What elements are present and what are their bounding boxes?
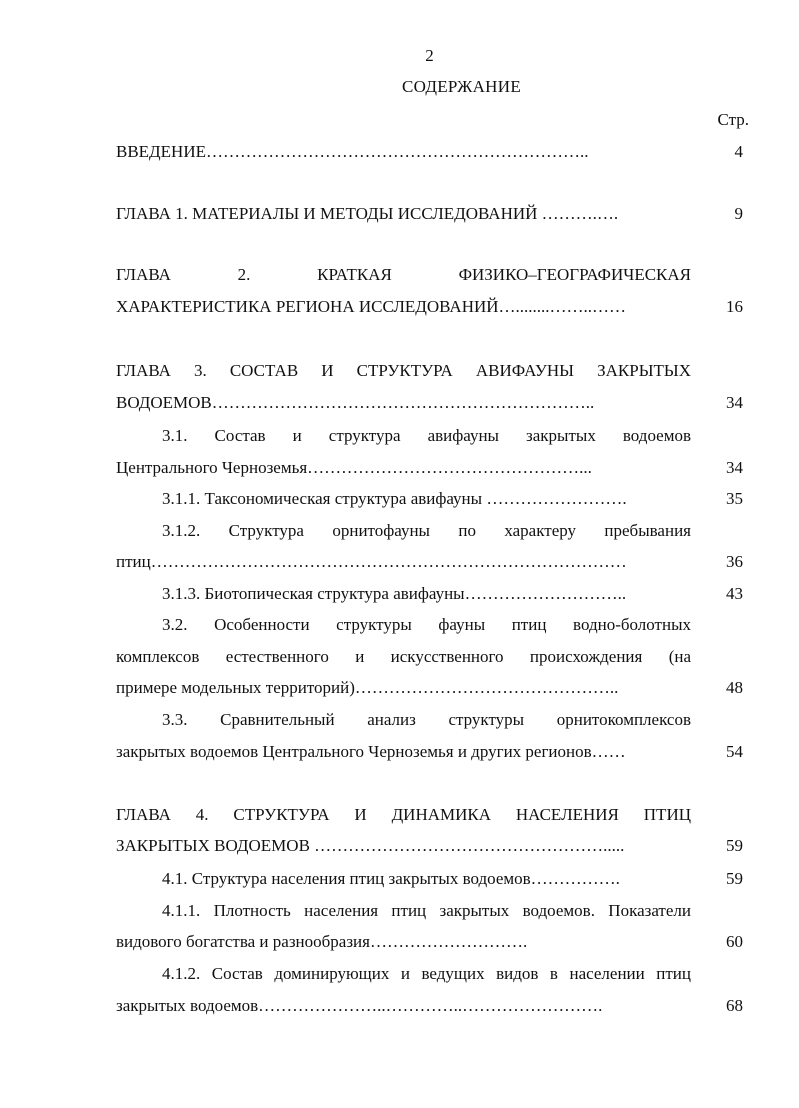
toc-entry-text: ГЛАВА 2. КРАТКАЯ ФИЗИКО–ГЕОГРАФИЧЕСКАЯ xyxy=(116,265,691,284)
toc-page-number: 54 xyxy=(726,741,743,761)
toc-entry-section-3-2 xyxy=(116,609,691,704)
toc-entry-text: 4.1.2. Состав доминирующих и ведущих видов в населении птиц xyxy=(162,964,691,983)
toc-entry-section-3-1-1 xyxy=(116,483,691,515)
toc-entry-text: закрытых водоемов…………………..…………..……………………. xyxy=(116,995,603,1015)
toc-page-number: 9 xyxy=(734,204,743,223)
toc-entry-text: видового богатства и разнообразия………………………. xyxy=(116,932,528,951)
toc-entry-text: птиц………………………………………………………………………… xyxy=(116,552,627,571)
page-title: СОДЕРЖАНИЕ xyxy=(401,77,522,96)
toc-entry-text: 3.2. Особенности структуры фауны птиц водно-болотных xyxy=(162,615,691,634)
toc-entry-text: ГЛАВА 4. СТРУКТУРА И ДИНАМИКА НАСЕЛЕНИЯ ПТИЦ xyxy=(116,804,691,824)
page-number: 2 xyxy=(425,46,434,65)
toc-page-number: 60 xyxy=(726,932,743,951)
toc-entry-chapter-2 xyxy=(116,259,691,322)
toc-entry-chapter-4 xyxy=(116,799,691,862)
toc-entry-text: ГЛАВА 1. МАТЕРИАЛЫ И МЕТОДЫ ИССЛЕДОВАНИЙ ……….…. xyxy=(116,204,619,223)
toc-entry-text: 4.1. Структура населения птиц закрытых водоемов……………. xyxy=(162,869,620,888)
toc-entry-section-3-3 xyxy=(116,704,691,767)
toc-entry-text: 3.1.1. Таксономическая структура авифауны ……………………. xyxy=(162,489,627,508)
toc-entry-text: 3.3. Сравнительный анализ структуры орнитокомплексов xyxy=(162,710,691,729)
toc-entry-section-3-1 xyxy=(116,420,691,483)
toc-page-number: 16 xyxy=(726,296,743,316)
toc-entry-section-4-1-1 xyxy=(116,895,691,958)
toc-page-number: 48 xyxy=(726,678,743,697)
toc-entry-text: ГЛАВА 3. СОСТАВ И СТРУКТУРА АВИФАУНЫ ЗАКРЫТЫХ xyxy=(116,361,691,380)
toc-entry-text: ЗАКРЫТЫХ ВОДОЕМОВ ……………………………………………..... xyxy=(116,836,625,855)
toc-entry-text: 3.1.3. Биотопическая структура авифауны……………………….. xyxy=(162,583,627,603)
toc-entry-text: ВОДОЕМОВ………………………………………………………….. xyxy=(116,392,595,412)
toc-page-number: 34 xyxy=(726,457,743,477)
toc-entry-text: закрытых водоемов Центрального Черноземья и других регионов…… xyxy=(116,741,626,761)
toc-page-number: 59 xyxy=(726,836,743,855)
toc-entry-section-4-1-2 xyxy=(116,958,691,1021)
toc-page-number: 43 xyxy=(726,583,743,603)
toc-entry-section-4-1 xyxy=(116,863,691,895)
toc-page-number: 4 xyxy=(734,142,743,161)
toc-entry-text: ХАРАКТЕРИСТИКА РЕГИОНА ИССЛЕДОВАНИЙ…........……..…… xyxy=(116,296,627,316)
toc-entry-section-3-1-3 xyxy=(116,578,691,610)
toc-page-number: 35 xyxy=(726,489,743,508)
page-column-label: Стр. xyxy=(717,110,749,129)
toc-entry-text: примере модельных территорий)……………………………………….. xyxy=(116,678,619,697)
toc-entry-text: ВВЕДЕНИЕ………………………………………………………….. xyxy=(116,142,589,161)
toc-entry-chapter-3 xyxy=(116,355,691,418)
toc-entry-chapter-1 xyxy=(116,198,691,230)
toc-entry-text: 4.1.1. Плотность населения птиц закрытых водоемов. Показатели xyxy=(162,900,691,920)
toc-entry-introduction xyxy=(116,136,691,168)
toc-entry-text: 3.1. Состав и структура авифауны закрытых водоемов xyxy=(162,426,691,445)
toc-entry-text: комплексов естественного и искусственного происхождения (на xyxy=(116,646,691,666)
toc-page-number: 68 xyxy=(726,995,743,1015)
toc-entry-text: 3.1.2. Структура орнитофауны по характеру пребывания xyxy=(162,520,691,540)
toc-page-number: 34 xyxy=(726,392,743,412)
toc-page-number: 36 xyxy=(726,552,743,571)
toc-page-number: 59 xyxy=(726,869,743,888)
toc-entry-section-3-1-2 xyxy=(116,515,691,578)
toc-entry-text: Центрального Черноземья…………………………………………... xyxy=(116,457,592,477)
